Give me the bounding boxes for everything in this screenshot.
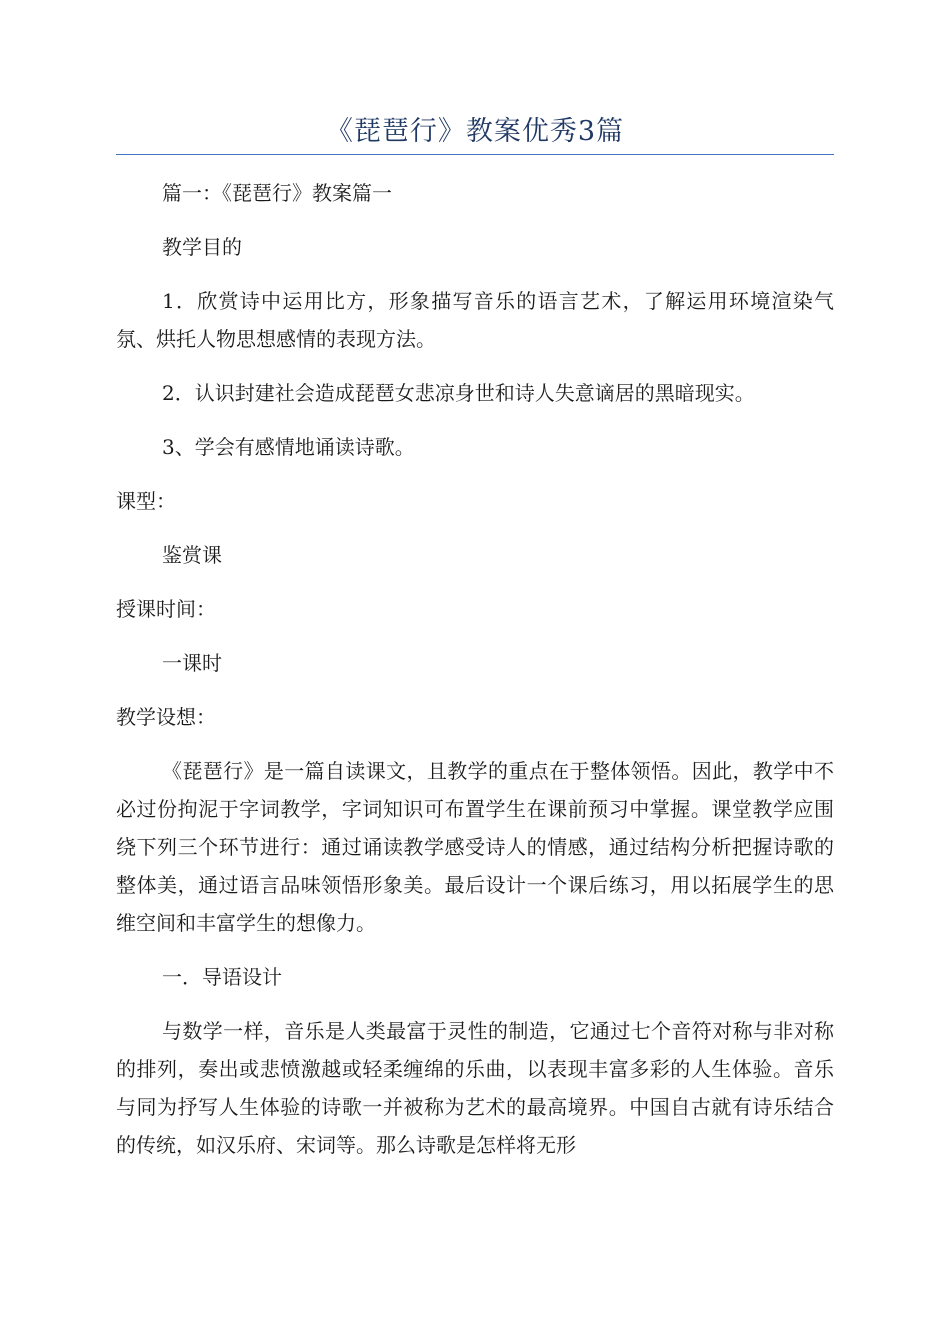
document-title: 《琵琶行》教案优秀3篇 xyxy=(325,116,625,147)
paragraph: 与数学一样，音乐是人类最富于灵性的制造，它通过七个音符对称与非对称的排列，奏出或悲愤激越或轻柔缠绵的乐曲，以表现丰富多彩的人生体验。音乐与同为抒写人生体验的诗歌一并被称为艺术的最高境界。中国自古就有诗乐结合的传统，如汉乐府、宋词等。那么诗歌是怎样将无形 xyxy=(116,1019,834,1157)
paragraph: 教学目的 xyxy=(162,235,242,259)
paragraph: 一课时 xyxy=(162,651,222,675)
title-underline xyxy=(116,154,834,155)
paragraph: 1．欣赏诗中运用比方，形象描写音乐的语言艺术，了解运用环境渲染气氛、烘托人物思想感情的表现方法。 xyxy=(116,289,834,351)
paragraph: 授课时间： xyxy=(116,597,216,621)
paragraph: 《琵琶行》是一篇自读课文，且教学的重点在于整体领悟。因此，教学中不必过份拘泥于字词教学，字词知识可布置学生在课前预习中掌握。课堂教学应围绕下列三个环节进行：通过诵读教学感受诗人的情感，通过结构分析把握诗歌的整体美，通过语言品味领悟形象美。最后设计一个课后练习，用以拓展学生的思维空间和丰富学生的想像力。 xyxy=(116,759,834,935)
paragraph: 3、学会有感情地诵读诗歌。 xyxy=(162,435,415,459)
document-body xyxy=(116,174,834,1164)
section-heading: 篇一：《琵琶行》教案篇一 xyxy=(162,181,392,205)
paragraph: 课型： xyxy=(116,489,176,513)
paragraph: 一．导语设计 xyxy=(162,965,282,989)
paragraph: 鉴赏课 xyxy=(162,543,222,567)
paragraph: 教学设想： xyxy=(116,705,216,729)
paragraph: 2．认识封建社会造成琵琶女悲凉身世和诗人失意谪居的黑暗现实。 xyxy=(162,381,755,405)
